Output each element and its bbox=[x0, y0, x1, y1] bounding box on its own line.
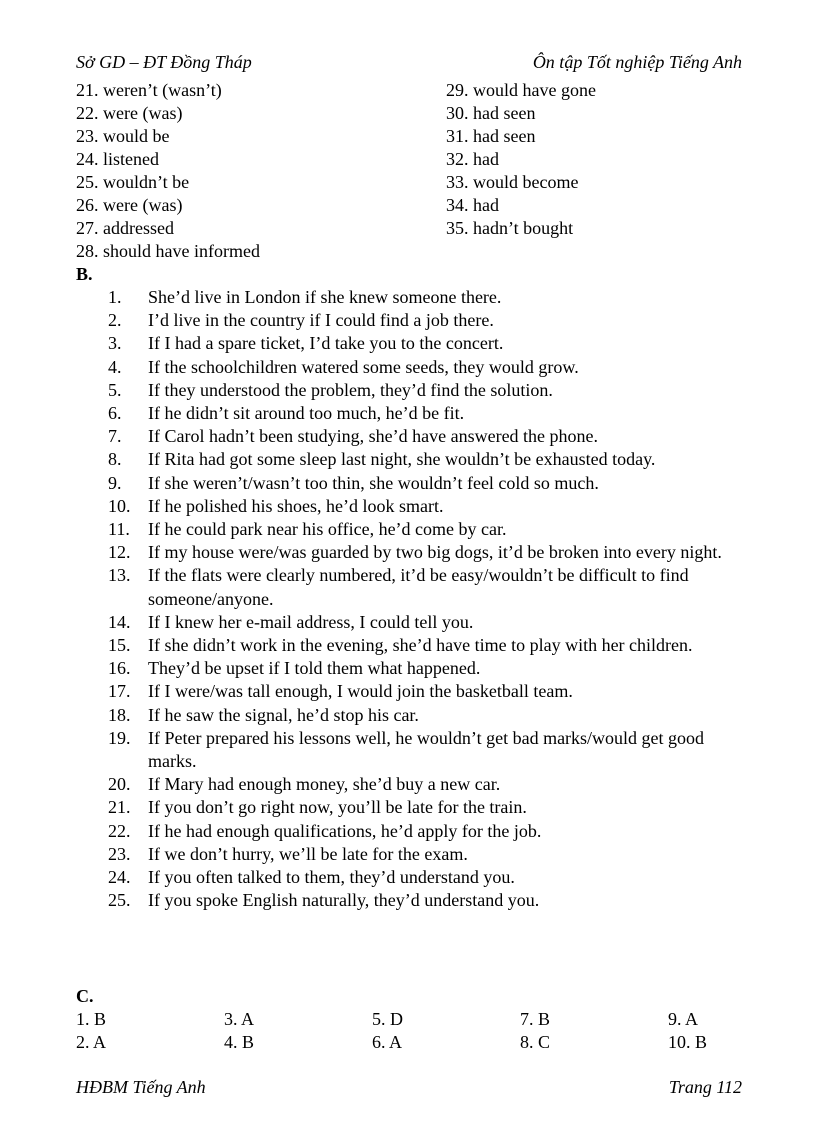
section-c-answers bbox=[76, 1008, 756, 1054]
answer-item: 34. had bbox=[446, 195, 499, 215]
sentence-number: 18. bbox=[108, 704, 131, 725]
answer-cell: 1. B bbox=[76, 1009, 107, 1029]
sentence-item bbox=[108, 472, 748, 495]
sentence-item bbox=[108, 356, 748, 379]
answer-cell: 10. B bbox=[668, 1032, 708, 1052]
sentence-number: 15. bbox=[108, 635, 131, 656]
sentence-number: 22. bbox=[108, 820, 131, 841]
sentence-text: If she didn’t work in the evening, she’d have time to play with her children. bbox=[148, 635, 693, 656]
sentence-item bbox=[108, 425, 748, 448]
answer-item: 33. would become bbox=[446, 172, 579, 192]
sentence-text: If Rita had got some sleep last night, she wouldn’t be exhausted today. bbox=[148, 449, 656, 470]
sentence-text: If I knew her e-mail address, I could tell you. bbox=[148, 611, 474, 632]
answer-cell: 9. A bbox=[668, 1009, 699, 1029]
answer-item: 32. had bbox=[446, 149, 499, 169]
sentence-number: 9. bbox=[108, 472, 122, 493]
section-b-list bbox=[108, 286, 748, 912]
answer-cell: 6. A bbox=[372, 1032, 403, 1052]
sentence-text: If she weren’t/wasn’t too thin, she wouldn’t feel cold so much. bbox=[148, 472, 599, 493]
sentence-item bbox=[108, 866, 748, 889]
sentence-text: If you often talked to them, they’d understand you. bbox=[148, 867, 515, 888]
sentence-item bbox=[108, 518, 748, 541]
sentence-number: 2. bbox=[108, 310, 122, 331]
sentence-text: If he could park near his office, he’d come by car. bbox=[148, 519, 507, 540]
sentence-text: If Peter prepared his lessons well, he wouldn’t get bad marks/would get good marks. bbox=[148, 727, 705, 772]
sentence-text: If he had enough qualifications, he’d apply for the job. bbox=[148, 820, 542, 841]
sentence-item bbox=[108, 820, 748, 843]
answer-item: 21. weren’t (wasn’t) bbox=[76, 80, 222, 100]
sentence-number: 3. bbox=[108, 333, 122, 354]
sentence-item bbox=[108, 286, 748, 309]
answer-item: 23. would be bbox=[76, 126, 170, 146]
sentence-text: If I were/was tall enough, I would join the basketball team. bbox=[148, 681, 573, 702]
sentence-item bbox=[108, 402, 748, 425]
sentence-item bbox=[108, 634, 748, 657]
sentence-number: 24. bbox=[108, 867, 131, 888]
sentence-item bbox=[108, 889, 748, 912]
sentence-number: 25. bbox=[108, 890, 131, 911]
sentence-item bbox=[108, 796, 748, 819]
sentence-number: 14. bbox=[108, 611, 131, 632]
sentence-text: If he saw the signal, he’d stop his car. bbox=[148, 704, 419, 725]
sentence-number: 23. bbox=[108, 843, 131, 864]
section-c-heading: C. bbox=[76, 986, 94, 1006]
section-b-heading: B. bbox=[76, 264, 93, 284]
sentence-text: If you don’t go right now, you’ll be late for the train. bbox=[148, 797, 527, 818]
sentence-text: If the schoolchildren watered some seeds, they would grow. bbox=[148, 356, 579, 377]
sentence-number: 6. bbox=[108, 403, 122, 424]
sentence-text: If the flats were clearly numbered, it’d be easy/wouldn’t be difficult to find someone/anyone. bbox=[148, 565, 689, 609]
sentence-number: 13. bbox=[108, 565, 131, 586]
sentence-number: 19. bbox=[108, 727, 131, 748]
answer-cell: 2. A bbox=[76, 1032, 107, 1052]
sentence-text: If we don’t hurry, we’ll be late for the exam. bbox=[148, 843, 468, 864]
sentence-text: If he didn’t sit around too much, he’d be fit. bbox=[148, 403, 465, 424]
sentence-number: 17. bbox=[108, 681, 131, 702]
answer-item: 30. had seen bbox=[446, 103, 536, 123]
sentence-item bbox=[108, 704, 748, 727]
section-a-left-column bbox=[76, 79, 446, 261]
sentence-text: If I had a spare ticket, I’d take you to the concert. bbox=[148, 333, 504, 354]
sentence-item bbox=[108, 564, 748, 610]
sentence-number: 10. bbox=[108, 495, 131, 516]
answer-item: 25. wouldn’t be bbox=[76, 172, 190, 192]
sentence-item bbox=[108, 541, 748, 564]
answer-cell: 4. B bbox=[224, 1032, 255, 1052]
sentence-number: 16. bbox=[108, 658, 131, 679]
sentence-item bbox=[108, 611, 748, 634]
answer-item: 24. listened bbox=[76, 149, 159, 169]
sentence-item bbox=[108, 495, 748, 518]
sentence-number: 20. bbox=[108, 774, 131, 795]
sentence-number: 11. bbox=[108, 519, 130, 540]
sentence-text: If you spoke English naturally, they’d understand you. bbox=[148, 890, 540, 911]
sentence-item bbox=[108, 773, 748, 796]
sentence-text: If my house were/was guarded by two big dogs, it’d be broken into every night. bbox=[148, 542, 722, 563]
footer-left: HĐBM Tiếng Anh bbox=[76, 1077, 206, 1097]
section-a-answers bbox=[76, 79, 756, 261]
sentence-number: 1. bbox=[108, 287, 122, 307]
answer-item: 29. would have gone bbox=[446, 80, 596, 100]
sentence-text: If Mary had enough money, she’d buy a new car. bbox=[148, 774, 501, 795]
sentence-text: If they understood the problem, they’d find the solution. bbox=[148, 379, 553, 400]
answer-cell: 5. D bbox=[372, 1009, 403, 1029]
answer-cell: 7. B bbox=[520, 1009, 551, 1029]
answer-item: 35. hadn’t bought bbox=[446, 218, 574, 238]
header-right: Ôn tập Tốt nghiệp Tiếng Anh bbox=[532, 52, 742, 72]
sentence-text: I’d live in the country if I could find a job there. bbox=[148, 310, 494, 331]
answer-item: 27. addressed bbox=[76, 218, 174, 238]
sentence-item bbox=[108, 843, 748, 866]
answer-cell: 3. A bbox=[224, 1009, 255, 1029]
answer-cell: 8. C bbox=[520, 1032, 551, 1052]
sentence-item bbox=[108, 448, 748, 471]
answer-item: 22. were (was) bbox=[76, 103, 183, 123]
sentence-item bbox=[108, 657, 748, 680]
sentence-number: 12. bbox=[108, 542, 131, 563]
sentence-number: 4. bbox=[108, 356, 122, 377]
sentence-text: She’d live in London if she knew someone there. bbox=[148, 287, 502, 307]
sentence-item bbox=[108, 727, 748, 773]
sentence-item bbox=[108, 680, 748, 703]
page-number: Trang 112 bbox=[668, 1077, 742, 1097]
sentence-text: If he polished his shoes, he’d look smart. bbox=[148, 495, 444, 516]
header-left: Sở GD – ĐT Đồng Tháp bbox=[76, 52, 252, 72]
sentence-item bbox=[108, 332, 748, 355]
sentence-item bbox=[108, 379, 748, 402]
page-header bbox=[76, 52, 742, 74]
sentence-number: 5. bbox=[108, 379, 122, 400]
answer-item: 26. were (was) bbox=[76, 195, 183, 215]
answer-item: 28. should have informed bbox=[76, 241, 260, 261]
sentence-number: 7. bbox=[108, 426, 122, 447]
section-a-right-column bbox=[446, 79, 756, 238]
sentence-item bbox=[108, 309, 748, 332]
sentence-number: 21. bbox=[108, 797, 131, 818]
sentence-text: They’d be upset if I told them what happened. bbox=[148, 658, 481, 679]
sentence-text: If Carol hadn’t been studying, she’d have answered the phone. bbox=[148, 426, 599, 447]
sentence-number: 8. bbox=[108, 449, 122, 470]
page-footer bbox=[76, 1077, 742, 1099]
answer-item: 31. had seen bbox=[446, 126, 536, 146]
